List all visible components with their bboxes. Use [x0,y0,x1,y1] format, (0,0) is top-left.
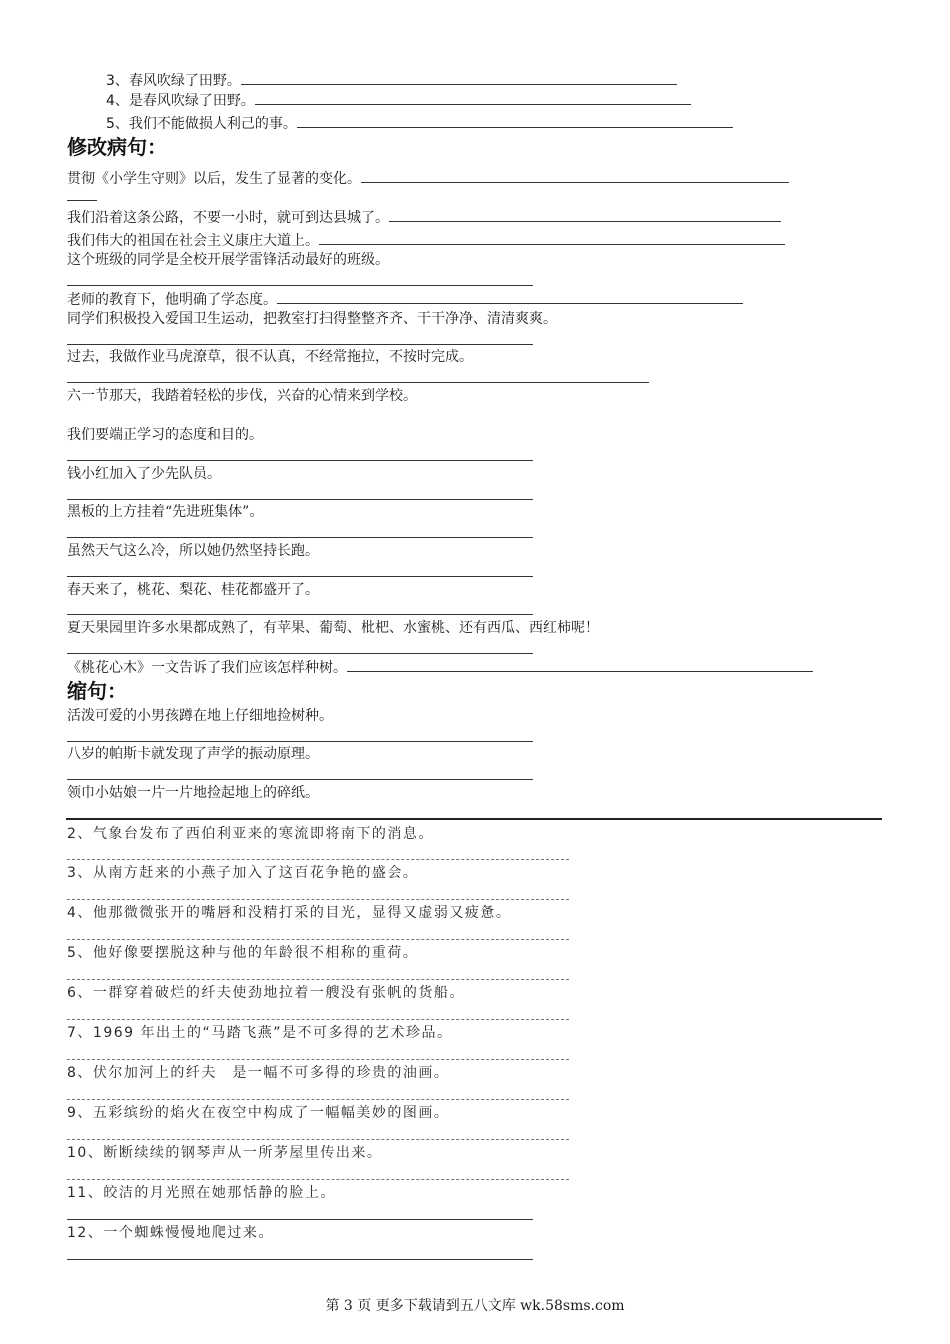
sentence-line: 5、我们不能做损人利己的事。 [106,114,733,133]
sentence-line: 虽然天气这么冷，所以她仍然坚持长跑。 [67,543,319,559]
answer-blank[interactable] [389,208,781,222]
sentence-line: 夏天果园里许多水果都成熟了，有苹果、葡萄、枇杷、水蜜桃、还有西瓜、西红柿呢！ [67,620,599,636]
sentence-line: 11、皎洁的月光照在她那恬静的脸上。 [67,1185,336,1201]
answer-blank[interactable] [67,285,533,286]
answer-blank[interactable] [67,576,533,577]
sentence-line: 活泼可爱的小男孩蹲在地上仔细地捡树种。 [67,708,333,724]
section-divider [66,818,882,820]
sentence-line: 我们要端正学习的态度和目的。 [67,427,263,443]
answer-blank[interactable] [67,899,569,900]
answer-blank[interactable] [67,1019,569,1020]
sentence-line: 领巾小姑娘一片一片地捡起地上的碎纸。 [67,785,319,801]
answer-blank[interactable] [361,169,789,183]
answer-blank[interactable] [67,1259,533,1260]
sentence-line: 3、从南方赶来的小燕子加入了这百花争艳的盛会。 [67,865,419,881]
answer-blank[interactable] [241,71,677,85]
sentence-line: 7、1969 年出土的“马踏飞燕”是不可多得的艺术珍品。 [67,1025,453,1041]
sentence-line: 8、伏尔加河上的纤夫 是一幅不可多得的珍贵的油画。 [67,1065,450,1081]
answer-blank[interactable] [67,939,569,940]
answer-blank[interactable] [67,1059,569,1060]
answer-blank[interactable] [297,114,733,128]
sentence-line: 4、他那微微张开的嘴唇和没精打采的目光，显得又虚弱又疲惫。 [67,905,512,921]
answer-blank[interactable] [67,382,649,383]
sentence-line: 10、断断续续的钢琴声从一所茅屋里传出来。 [67,1145,383,1161]
sentence-line: 老师的教育下，他明确了学态度。 [67,290,743,309]
sentence-line: 3、春风吹绿了田野。 [106,71,677,90]
sentence-line: 12、一个蜘蛛慢慢地爬过来。 [67,1225,274,1241]
sentence-line: 4、是春风吹绿了田野。 [106,91,691,110]
section-heading-shorten: 缩句： [67,679,127,703]
sentence-line: 2、气象台发布了西伯利亚来的寒流即将南下的消息。 [67,826,434,842]
answer-blank[interactable] [67,499,533,500]
sentence-line: 我们沿着这条公路，不要一小时，就可到达县城了。 [67,208,781,227]
answer-blank[interactable] [67,653,533,654]
answer-blank[interactable] [319,231,785,245]
answer-blank[interactable] [67,1179,569,1180]
answer-blank[interactable] [67,859,569,860]
answer-blank[interactable] [67,537,533,538]
sentence-line: 9、五彩缤纷的焰火在夜空中构成了一幅幅美妙的图画。 [67,1105,450,1121]
sentence-line: 春天来了，桃花、梨花、桂花都盛开了。 [67,582,319,598]
sentence-line: 5、他好像要摆脱这种与他的年龄很不相称的重荷。 [67,945,419,961]
answer-blank[interactable] [67,614,533,615]
sentence-line: 钱小红加入了少先队员。 [67,466,221,482]
sentence-line: 我们伟大的祖国在社会主义康庄大道上。 [67,231,785,250]
answer-blank[interactable] [67,1139,569,1140]
answer-blank[interactable] [67,741,533,742]
sentence-line: 八岁的帕斯卡就发现了声学的振动原理。 [67,746,319,762]
page-footer: 第 3 页 更多下载请到五八文库 wk.58sms.com [325,1298,625,1314]
answer-blank[interactable] [67,200,97,201]
answer-blank[interactable] [255,91,691,105]
answer-blank[interactable] [67,1219,533,1220]
answer-blank[interactable] [67,779,533,780]
section-heading-revise: 修改病句： [67,135,167,159]
sentence-line: 黑板的上方挂着“先进班集体”。 [67,504,264,520]
sentence-line: 过去，我做作业马虎潦草，很不认真，不经常拖拉，不按时完成。 [67,349,473,365]
sentence-line: 6、一群穿着破烂的纤夫使劲地拉着一艘没有张帆的货船。 [67,985,465,1001]
sentence-line: 《桃花心木》一文告诉了我们应该怎样种树。 [67,658,813,677]
answer-blank[interactable] [277,290,743,304]
answer-blank[interactable] [67,460,533,461]
answer-blank[interactable] [67,344,533,345]
answer-blank[interactable] [67,1099,569,1100]
sentence-line: 同学们积极投入爱国卫生运动，把教室打扫得整整齐齐、干干净净、清清爽爽。 [67,311,557,327]
sentence-line: 贯彻《小学生守则》以后，发生了显著的变化。 [67,169,789,188]
sentence-line: 这个班级的同学是全校开展学雷锋活动最好的班级。 [67,252,389,268]
sentence-line: 六一节那天，我踏着轻松的步伐，兴奋的心情来到学校。 [67,388,417,404]
answer-blank[interactable] [347,658,813,672]
answer-blank[interactable] [67,979,569,980]
